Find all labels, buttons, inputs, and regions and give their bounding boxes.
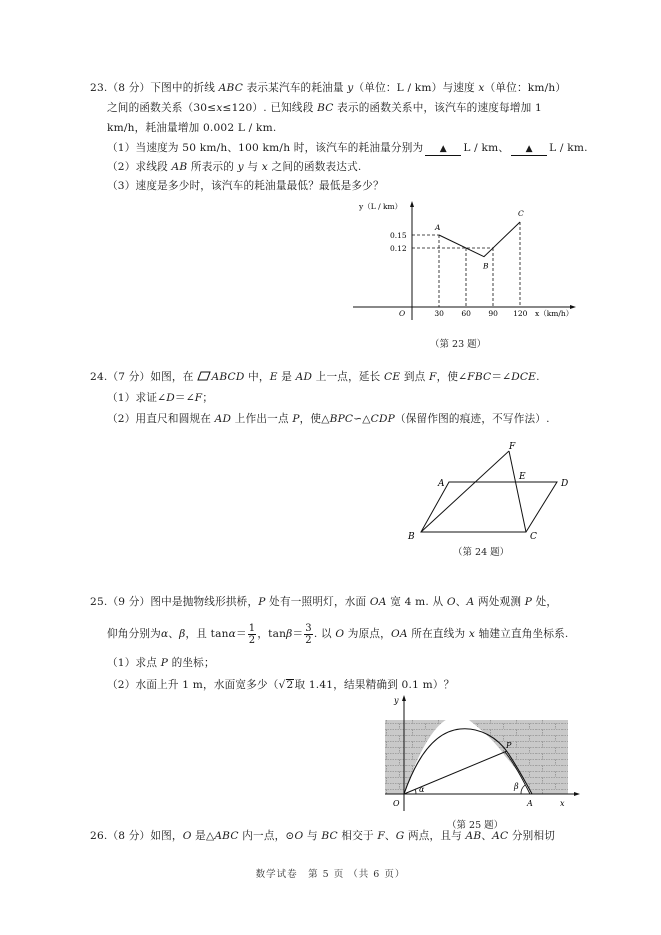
q26-line1: 26.（8 分）如图，O 是△ABC 内一点，⊙O 与 BC 相交于 F、G 两点，且与 AB、AC 分别相切 [90, 830, 556, 842]
q25-figure [380, 693, 585, 818]
parallelogram-icon [197, 371, 211, 380]
q23-caption: （第 23 题） [430, 339, 487, 350]
q25-line2: 仰角分别为α、β，且 tanα＝ $\frac{1}{2}$ ，tanβ＝ $\frac{3}{2}$ . 以 O 为原点，OA 所在直线为 x 轴建立直角坐标系. [107, 622, 569, 646]
label-o: O [393, 799, 400, 808]
q23-line1: 23.（8 分）下图中的折线 ABC 表示某汽车的耗油量 y（单位：L / km）与速度 x（单位：km/h） [90, 82, 567, 94]
q23-sub2: （2）求线段 AB 所表示的 y 与 x 之间的函数表达式. [107, 161, 362, 173]
y-axis-arrow [410, 201, 414, 207]
label-b: B [408, 532, 415, 542]
fraction-one-half: $\frac{1}{2}$ [248, 622, 256, 646]
point-label-a: A [435, 223, 441, 232]
sqrt-icon: √ [278, 679, 286, 691]
q25-sub1: （1）求点 P 的坐标； [107, 657, 215, 669]
answer-blank-1: ▲ [425, 144, 461, 156]
page-footer: 数学试卷 第 5 页 （共 6 页） [255, 869, 406, 880]
label-beta: β [514, 782, 519, 791]
label-f: F [509, 442, 516, 452]
label-e: E [519, 472, 526, 482]
y-tick-label: 0.12 [390, 244, 407, 253]
label-d: D [561, 479, 569, 489]
y-axis-arrow [402, 695, 406, 701]
point-label-c: C [518, 209, 524, 218]
q23-line3: km/h，耗油量增加 0.002 L / km. [107, 122, 277, 134]
q23-line2: 之间的函数关系（30≤x≤120）. 已知线段 BC 表示的函数关系中，该汽车的速度每增加 1 [107, 102, 542, 114]
q24-figure [400, 438, 585, 543]
q23-sub1: （1）当速度为 50 km/h、100 km/h 时，该汽车的耗油量分别为 ▲ L / km、 ▲ L / km. [107, 142, 588, 154]
x-tick-label: 90 [488, 309, 498, 318]
q25-sub2: （2）水面上升 1 m，水面宽多少（√2取 1.41，结果精确到 0.1 m）？ [107, 679, 455, 691]
series-abc-line [439, 222, 520, 257]
parallelogram-abcd [421, 482, 557, 532]
label-x: x [560, 799, 565, 808]
answer-blank-2: ▲ [511, 144, 547, 156]
q24-line1: 24.（7 分）如图，在 ABCD 中，E 是 AD 上一点，延长 CE 到点 F，使∠FBC＝∠DCE. [90, 371, 540, 383]
q23-chart [345, 198, 590, 328]
label-alpha: α [419, 785, 425, 794]
x-tick-label: 30 [434, 309, 444, 318]
x-tick-label: 120 [513, 309, 528, 318]
label-y: y [394, 696, 399, 705]
x-axis-label: x（km/h） [535, 309, 574, 318]
x-axis-arrow [574, 792, 580, 796]
label-a: A [438, 479, 445, 489]
point-label-b: B [483, 261, 489, 271]
segment-bf [421, 451, 509, 532]
fraction-three-halves: $\frac{3}{2}$ [305, 622, 312, 646]
label-a: A [527, 799, 533, 808]
q24-sub1: （1）求证∠D＝∠F； [107, 392, 214, 404]
q25-line1: 25.（9 分）图中是抛物线形拱桥，P 处有一照明灯，水面 OA 宽 4 m. 从 O、A 两处观测 P 处， [90, 596, 558, 608]
q24-caption: （第 24 题） [453, 547, 510, 558]
q23-sub3: （3）速度是多少时，该汽车的耗油量最低？最低是多少？ [107, 180, 384, 192]
origin-label: O [399, 309, 406, 318]
x-tick-label: 60 [461, 309, 471, 318]
label-p: P [506, 741, 512, 750]
label-c: C [530, 532, 537, 542]
y-axis-label: y（L / km） [359, 202, 403, 211]
q25-caption: （第 25 题） [447, 820, 504, 831]
y-tick-label: 0.15 [390, 231, 407, 240]
segment-fc [509, 451, 526, 532]
q24-sub2: （2）用直尺和圆规在 AD 上作出一点 P，使△BPC∽△CDP（保留作图的痕迹，不写作法）. [107, 413, 550, 425]
